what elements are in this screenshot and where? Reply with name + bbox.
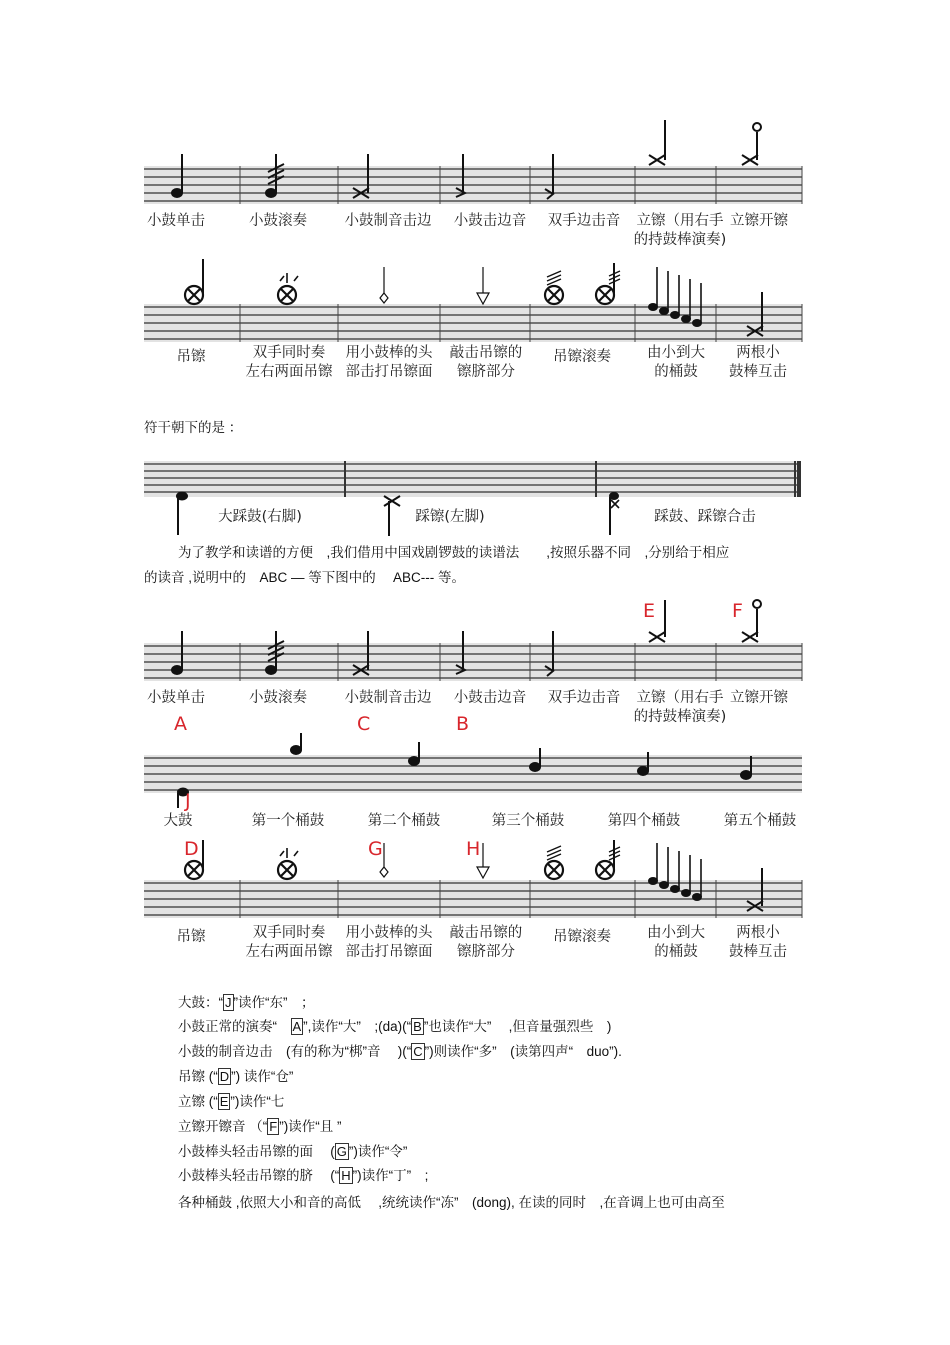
fig3-row1-label: 立镲（用右手 的持鼓棒演奏) <box>633 690 727 725</box>
tom-staff <box>144 733 802 808</box>
fig1-row1-label: 小鼓单击 <box>147 213 205 229</box>
fig1-row2-label: 两根小 鼓棒互击 <box>729 345 787 380</box>
fig2-label: 大踩鼓(右脚) <box>218 509 302 525</box>
fig1-row1-label: 小鼓制音击边 <box>344 213 432 229</box>
fig3-row3-label: 吊镲 <box>176 929 206 945</box>
letter-staff-row-1 <box>144 600 802 681</box>
reading-line: 立镲 (“ E ”)读作“七 <box>178 1094 285 1109</box>
fig3-row3-label: 吊镲滚奏 <box>553 929 611 945</box>
fig1-row2-label: 敲击吊镲的 镲脐部分 <box>449 345 523 380</box>
fig3-row1-label: 双手边击音 <box>547 690 621 706</box>
down-stem-intro: 符干朝下的是 ： <box>144 420 243 435</box>
reading-line: 小鼓正常的演奏“ A ”,读作“大” ;(da)(“ B ”也读作“大” ,但音量强烈些 ) <box>178 1019 612 1034</box>
reading-line: 小鼓棒头轻击吊镲的脐 (“ H ”)读作“丁” ; <box>178 1168 429 1183</box>
fig2-label: 踩镲(左脚) <box>415 509 485 525</box>
staff-row-2 <box>144 259 802 342</box>
fig3-row3-label: 由小到大 的桶鼓 <box>647 925 705 960</box>
reading-line: 小鼓棒头轻击吊镲的面 ( G ”)读作“令” <box>178 1144 408 1159</box>
tom-label: 大鼓 <box>163 813 193 829</box>
fig3-row1-label: 小鼓滚奏 <box>249 690 307 706</box>
fig2-label: 踩鼓、踩镲合击 <box>654 509 756 525</box>
fig1-row1-label: 立镲开镲 <box>730 213 788 229</box>
fig1-row2-label: 吊镲 <box>176 349 206 365</box>
fig3-row1-label: 小鼓制音击边 <box>344 690 432 706</box>
tom-label: 第四个桶鼓 <box>607 813 681 829</box>
fig1-row2-label: 双手同时奏 左右两面吊镲 <box>245 345 333 380</box>
staff-row-1 <box>144 120 802 204</box>
reading-line: 小鼓的制音边击 (有的称为“梆”音 )(“ C ”)则读作“多” (读第四声“ duo”). <box>178 1044 622 1059</box>
letter-A: A <box>174 713 187 735</box>
fig1-row1-label: 小鼓击边音 <box>453 213 527 229</box>
fig1-row2-label: 由小到大 的桶鼓 <box>647 345 705 380</box>
reading-line: 大鼓：“ J ”读作“东” ； <box>178 995 315 1010</box>
fig1-row2-label: 吊镲滚奏 <box>553 349 611 365</box>
tom-label: 第二个桶鼓 <box>367 813 441 829</box>
intro-paragraph-line: 为了教学和读谱的方便 ,我们借用中国戏剧锣鼓的读谱法 ,按照乐器不同 ,分别给于相应 <box>178 545 730 560</box>
fig1-row1-label: 小鼓滚奏 <box>249 213 307 229</box>
letter-D: D <box>184 838 199 860</box>
fig1-row2-label: 用小鼓棒的头 部击打吊镲面 <box>345 345 433 380</box>
fig1-row1-label: 立镲（用右手 的持鼓棒演奏) <box>633 213 727 248</box>
fig3-row1-label: 立镲开镲 <box>730 690 788 706</box>
fig1-row1-label: 双手边击音 <box>547 213 621 229</box>
tom-label: 第三个桶鼓 <box>491 813 565 829</box>
reading-line: 各种桶鼓 ,依照大小和音的高低 ,统统读作“冻” (dong), 在读的同时 ,在音调上也可由高至 <box>178 1195 725 1210</box>
fig3-row3-label: 两根小 鼓棒互击 <box>729 925 787 960</box>
intro-paragraph-line: 的读音 ,说明中的 ABC — 等下图中的 ABC--- 等。 <box>144 570 466 585</box>
fig3-row1-label: 小鼓单击 <box>147 690 205 706</box>
tom-label: 第五个桶鼓 <box>723 813 797 829</box>
letter-E: E <box>643 600 656 622</box>
letter-H: H <box>466 838 481 860</box>
reading-line: 立镲开镲音 （“ F ”)读作“且 ” <box>178 1119 342 1134</box>
letter-C: C <box>357 713 371 735</box>
fig3-row3-label: 敲击吊镲的 镲脐部分 <box>449 925 523 960</box>
letter-J: J <box>185 790 191 812</box>
letter-F: F <box>732 600 743 622</box>
fig3-row1-label: 小鼓击边音 <box>453 690 527 706</box>
fig3-row3-label: 用小鼓棒的头 部击打吊镲面 <box>345 925 433 960</box>
fig3-row3-label: 双手同时奏 左右两面吊镲 <box>245 925 333 960</box>
reading-line: 吊镲 (“ D ”) 读作“仓” <box>178 1069 294 1084</box>
letter-G: G <box>368 838 383 860</box>
tom-label: 第一个桶鼓 <box>251 813 325 829</box>
letter-B: B <box>456 713 470 735</box>
